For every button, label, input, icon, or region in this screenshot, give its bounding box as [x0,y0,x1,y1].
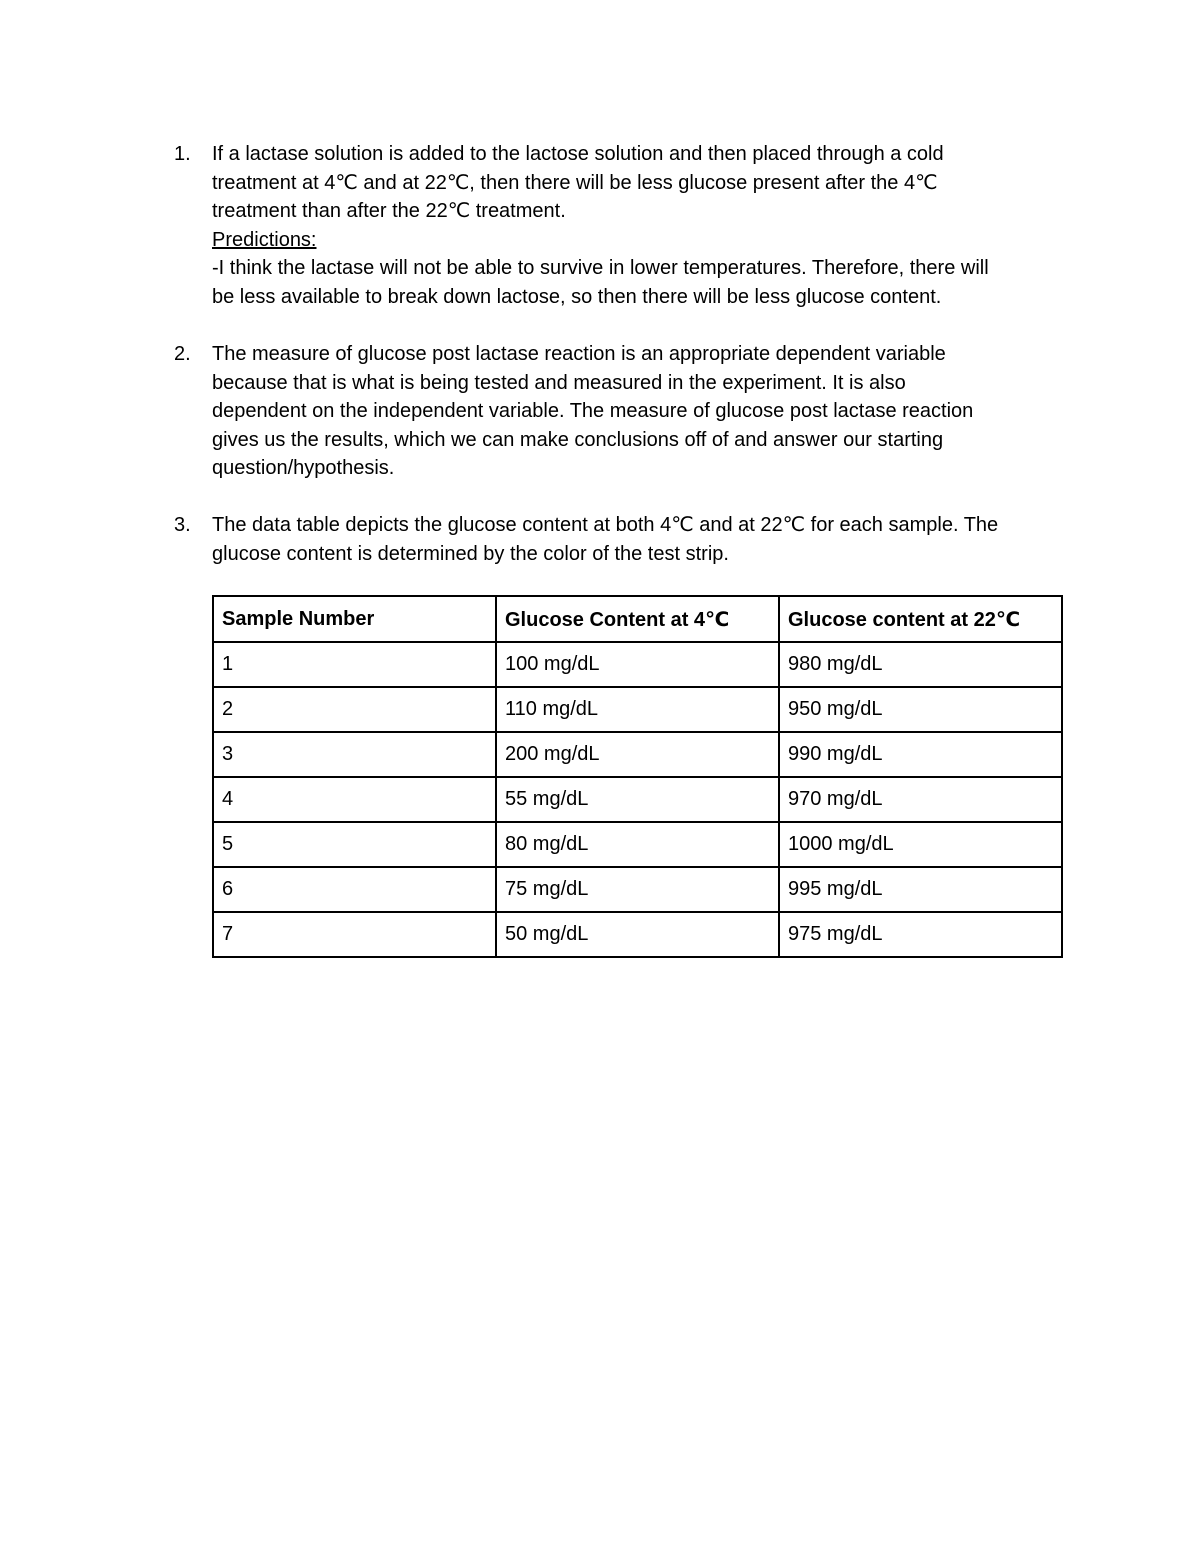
header-sample-number: Sample Number [213,596,496,642]
text-line: The data table depicts the glucose content at both 4℃ and at 22℃ for each sample. The [212,514,999,536]
cell-sample: 1 [213,642,496,687]
cell-glucose-4c: 200 mg/dL [496,732,779,777]
cell-glucose-4c: 100 mg/dL [496,642,779,687]
cell-glucose-22c: 990 mg/dL [779,732,1062,777]
table-header-row [213,596,1062,642]
cell-sample: 7 [213,912,496,957]
table-row [213,912,1062,957]
text-line: The measure of glucose post lactase reaction is an appropriate dependent variable [212,343,946,365]
text-line: be less available to break down lactose, so then there will be less glucose content. [212,285,942,308]
cell-glucose-4c: 75 mg/dL [496,867,779,912]
cell-glucose-22c: 995 mg/dL [779,867,1062,912]
list-item-body [212,140,1064,311]
table-row [213,867,1062,912]
cell-sample: 5 [213,822,496,867]
predictions-heading: Predictions: [212,228,317,251]
cell-glucose-22c: 950 mg/dL [779,687,1062,732]
text-line: -I think the lactase will not be able to survive in lower temperatures. Therefore, there will [212,257,989,279]
list-item-body [212,340,1064,483]
cell-sample: 3 [213,732,496,777]
text-line: treatment at 4℃ and at 22℃, then there will be less glucose present after the 4℃ [212,171,938,194]
table-row [213,687,1062,732]
cell-glucose-22c: 980 mg/dL [779,642,1062,687]
cell-sample: 2 [213,687,496,732]
cell-glucose-22c: 975 mg/dL [779,912,1062,957]
glucose-data-table [212,595,1063,958]
list-item-body [212,511,1064,568]
text-line: because that is what is being tested and measured in the experiment. It is also [212,371,906,394]
text-line: dependent on the independent variable. The measure of glucose post lactase reaction [212,400,974,422]
table-row [213,777,1062,822]
header-glucose-22c: Glucose content at 22℃ [779,596,1062,642]
cell-glucose-4c: 50 mg/dL [496,912,779,957]
text-line: gives us the results, which we can make conclusions off of and answer our starting [212,428,944,451]
list-number: 2. [174,343,191,365]
text-line: If a lactase solution is added to the lactose solution and then placed through a cold [212,143,944,165]
list-item-2 [174,340,1064,483]
cell-sample: 6 [213,867,496,912]
table-row [213,732,1062,777]
table-row [213,642,1062,687]
cell-glucose-4c: 80 mg/dL [496,822,779,867]
table-row [213,822,1062,867]
cell-glucose-22c: 1000 mg/dL [779,822,1062,867]
cell-glucose-22c: 970 mg/dL [779,777,1062,822]
text-line: glucose content is determined by the color of the test strip. [212,542,729,565]
cell-glucose-4c: 110 mg/dL [496,687,779,732]
list-number: 1. [174,143,191,165]
cell-glucose-4c: 55 mg/dL [496,777,779,822]
cell-sample: 4 [213,777,496,822]
list-number: 3. [174,514,191,536]
list-item-3 [174,511,1064,568]
text-line: question/hypothesis. [212,457,395,479]
header-glucose-4c: Glucose Content at 4℃ [496,596,779,642]
list-item-1 [174,140,1064,311]
text-line: treatment than after the 22℃ treatment. [212,200,566,222]
